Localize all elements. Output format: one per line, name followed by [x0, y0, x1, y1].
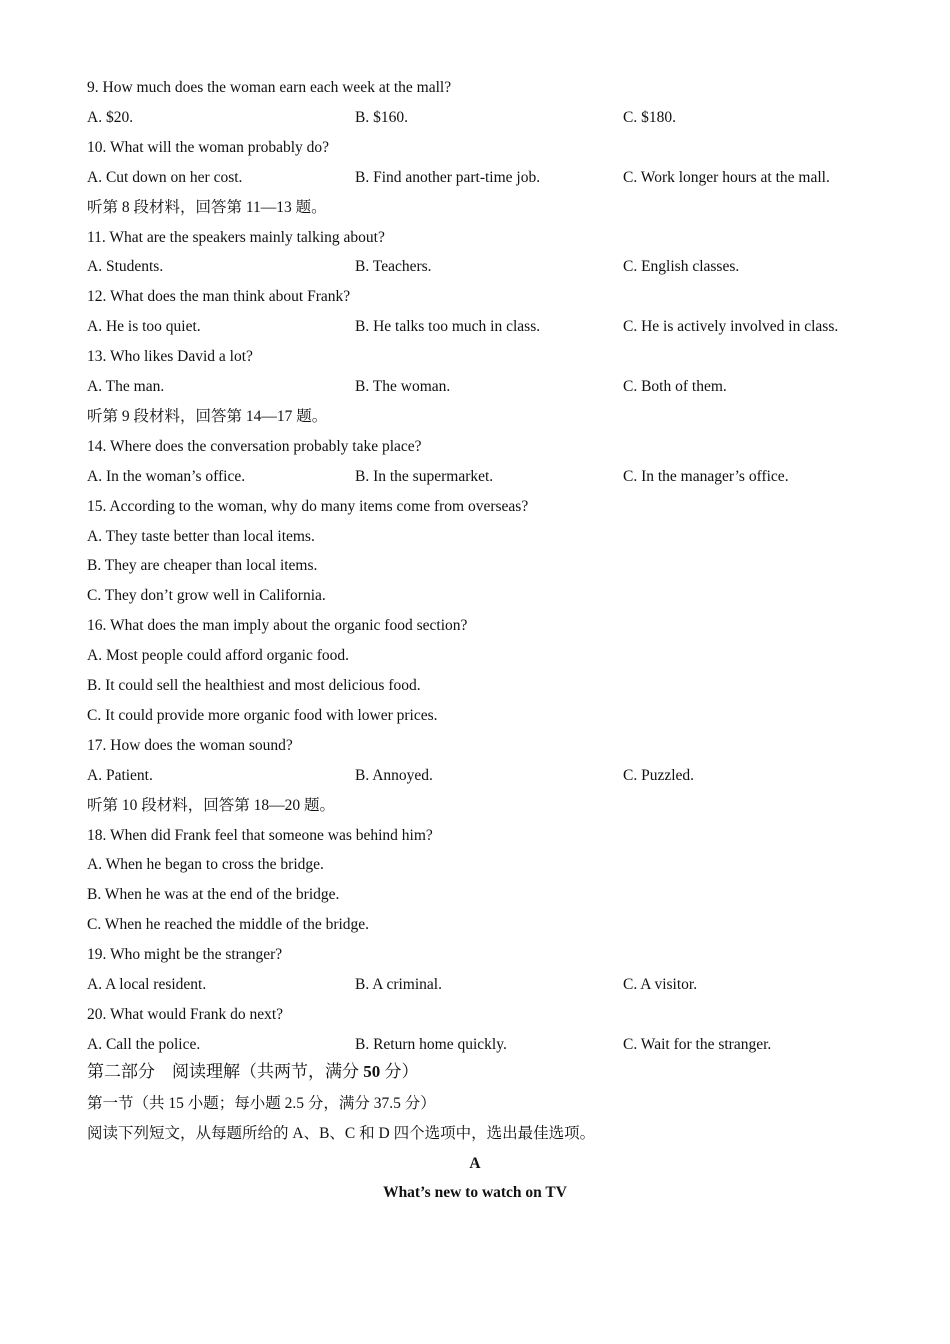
question-line: 16. What does the man imply about the organic food section?: [87, 617, 468, 634]
question-line: 17. How does the woman sound?: [87, 737, 293, 754]
option-b: B. He talks too much in class.: [355, 318, 541, 335]
passage-title: What’s new to watch on TV: [383, 1184, 567, 1201]
question-line: B. When he was at the end of the bridge.: [87, 886, 340, 903]
part-two-score: 50: [363, 1062, 381, 1081]
question-line: 9. How much does the woman earn each week at the mall?: [87, 79, 452, 96]
question-line: 20. What would Frank do next?: [87, 1006, 284, 1023]
question-line: C. When he reached the middle of the bridge.: [87, 916, 370, 933]
option-c: C. He is actively involved in class.: [623, 318, 839, 335]
option-row: [87, 975, 887, 995]
option-a: A. Patient.: [87, 767, 153, 784]
question-line: A. Most people could afford organic food.: [87, 647, 350, 664]
question-line: A. They taste better than local items.: [87, 528, 315, 545]
question-line: B. It could sell the healthiest and most delicious food.: [87, 677, 421, 694]
option-a: A. A local resident.: [87, 976, 207, 993]
question-line: B. They are cheaper than local items.: [87, 557, 318, 574]
option-b: B. Teachers.: [355, 258, 432, 275]
option-c: C. In the manager’s office.: [623, 468, 789, 485]
option-b: B. The woman.: [355, 378, 451, 395]
option-b: B. Find another part-time job.: [355, 169, 541, 186]
question-line: A. When he began to cross the bridge.: [87, 856, 324, 873]
option-b: B. $160.: [355, 109, 408, 126]
question-line: 14. Where does the conversation probably take place?: [87, 438, 422, 455]
option-a: A. Cut down on her cost.: [87, 169, 243, 186]
question-line: 听第 10 段材料，回答第 18—20 题。: [87, 797, 336, 814]
question-line: 18. When did Frank feel that someone was behind him?: [87, 827, 433, 844]
question-line: 10. What will the woman probably do?: [87, 139, 330, 156]
option-a: A. Students.: [87, 258, 164, 275]
option-row: [87, 377, 887, 397]
option-b: B. Annoyed.: [355, 767, 433, 784]
question-line: 19. Who might be the stranger?: [87, 946, 283, 963]
reading-instruction: 阅读下列短文，从每题所给的 A、B、C 和 D 四个选项中，选出最佳选项。: [87, 1125, 596, 1142]
section-one-info: 第一节（共 15 小题；每小题 2.5 分，满分 37.5 分）: [87, 1095, 436, 1112]
option-row: [87, 766, 887, 786]
question-line: 13. Who likes David a lot?: [87, 348, 253, 365]
option-b: B. Return home quickly.: [355, 1036, 507, 1053]
question-line: 11. What are the speakers mainly talking about?: [87, 229, 385, 246]
question-line: 听第 9 段材料，回答第 14—17 题。: [87, 408, 328, 425]
question-line: C. They don’t grow well in California.: [87, 587, 326, 604]
option-c: C. Both of them.: [623, 378, 727, 395]
option-c: C. English classes.: [623, 258, 740, 275]
option-b: B. In the supermarket.: [355, 468, 494, 485]
option-row: [87, 467, 887, 487]
option-c: C. Wait for the stranger.: [623, 1036, 772, 1053]
option-row: [87, 317, 887, 337]
question-line: 12. What does the man think about Frank?: [87, 288, 351, 305]
part-two-heading: [87, 1061, 419, 1083]
option-c: C. Puzzled.: [623, 767, 695, 784]
option-b: B. A criminal.: [355, 976, 442, 993]
option-row: [87, 168, 887, 188]
question-line: C. It could provide more organic food with lower prices.: [87, 707, 438, 724]
option-a: A. $20.: [87, 109, 134, 126]
option-a: A. In the woman’s office.: [87, 468, 246, 485]
option-c: C. $180.: [623, 109, 676, 126]
question-line: 听第 8 段材料，回答第 11—13 题。: [87, 199, 327, 216]
option-a: A. He is too quiet.: [87, 318, 201, 335]
option-a: A. Call the police.: [87, 1036, 201, 1053]
part-two-heading-end: 分）: [380, 1062, 419, 1081]
question-line: 15. According to the woman, why do many items come from overseas?: [87, 498, 529, 515]
option-a: A. The man.: [87, 378, 165, 395]
option-c: C. A visitor.: [623, 976, 698, 993]
option-row: [87, 108, 887, 128]
option-row: [87, 1035, 887, 1055]
option-c: C. Work longer hours at the mall.: [623, 169, 830, 186]
option-row: [87, 257, 887, 277]
part-two-heading-text: 第二部分 阅读理解（共两节，满分: [87, 1062, 364, 1081]
passage-letter: A: [469, 1155, 481, 1172]
